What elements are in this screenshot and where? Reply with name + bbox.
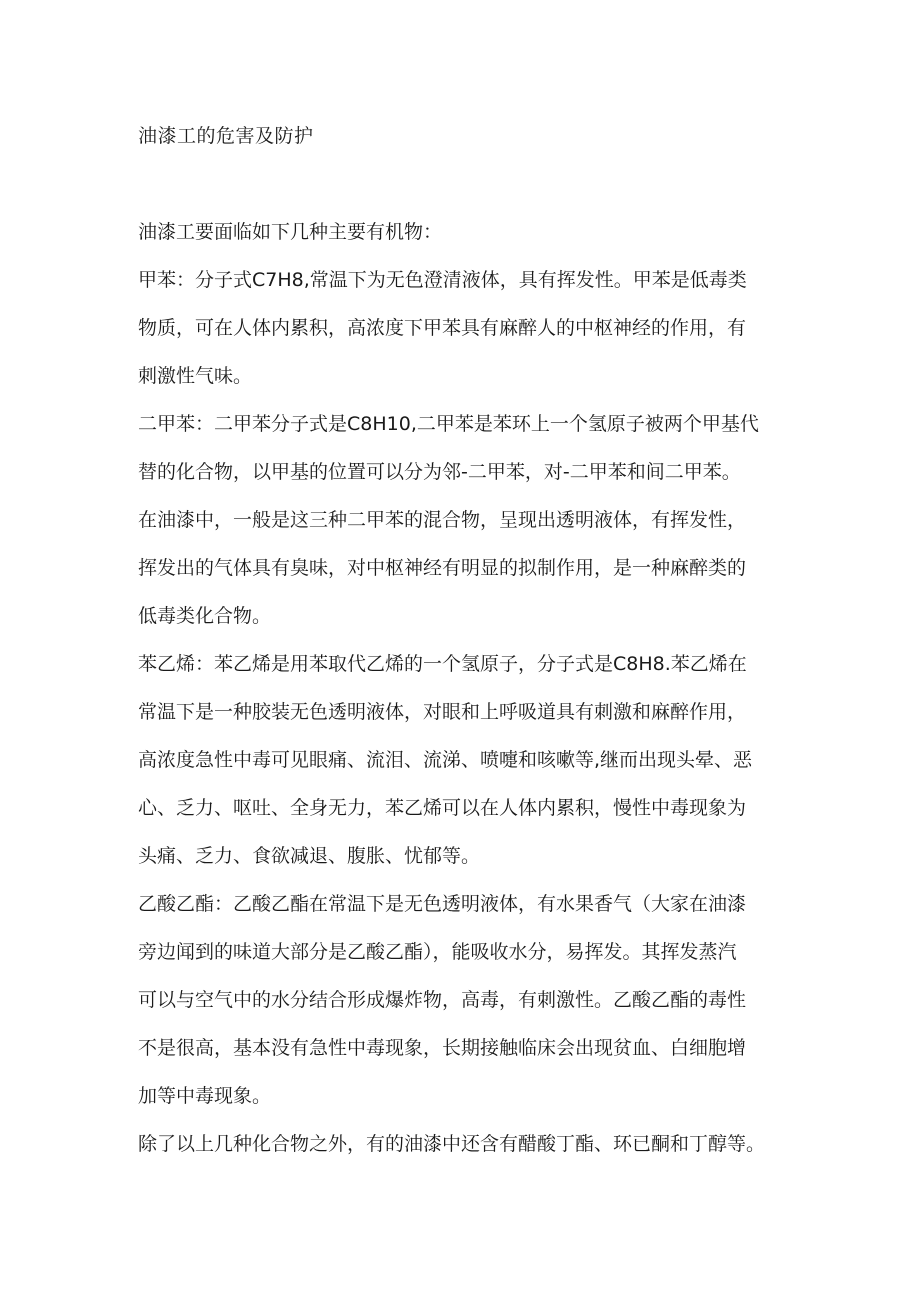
text-line: 物质，可在人体内累积，高浓度下甲苯具有麻醉人的中枢神经的作用，有 xyxy=(138,317,747,339)
text-line: 低毒类化合物。 xyxy=(138,605,272,627)
text-line: 旁边闻到的味道大部分是乙酸乙酯），能吸收水分，易挥发。其挥发蒸汽 xyxy=(138,941,737,963)
text-line: 乙酸乙酯：乙酸乙酯在常温下是无色透明液体，有水果香气（大家在油漆 xyxy=(138,893,747,915)
text-line: 苯乙烯：苯乙烯是用苯取代乙烯的一个氢原子，分子式是C8H8.苯乙烯在 xyxy=(138,653,747,675)
styrene-paragraph xyxy=(138,640,798,880)
text-line: 刺激性气味。 xyxy=(138,365,253,387)
text-line: 在油漆中，一般是这三种二甲苯的混合物，呈现出透明液体，有挥发性， xyxy=(138,509,747,531)
text-line: 常温下是一种胶装无色透明液体，对眼和上呼吸道具有刺激和麻醉作用， xyxy=(138,701,747,723)
text-line: 头痛、乏力、食欲减退、腹胀、忧郁等。 xyxy=(138,845,481,867)
text-line: 不是很高，基本没有急性中毒现象，长期接触临床会出现贫血、白细胞增 xyxy=(138,1037,747,1059)
closing-paragraph xyxy=(138,1120,798,1168)
text-line: 高浓度急性中毒可见眼痛、流泪、流涕、喷嚏和咳嗽等,继而出现头晕、恶 xyxy=(138,749,753,771)
text-line: 心、乏力、呕吐、全身无力，苯乙烯可以在人体内累积，慢性中毒现象为 xyxy=(138,797,747,819)
text-line: 可以与空气中的水分结合形成爆炸物，高毒，有刺激性。乙酸乙酯的毒性 xyxy=(138,989,747,1011)
xylene-paragraph xyxy=(138,400,798,640)
text-line: 挥发出的气体具有臭味，对中枢神经有明显的拟制作用，是一种麻醉类的 xyxy=(138,557,747,579)
intro-paragraph xyxy=(138,208,798,256)
document-body xyxy=(138,208,798,1168)
toluene-paragraph xyxy=(138,256,798,400)
text-line: 二甲苯：二甲苯分子式是C8H10,二甲苯是苯环上一个氢原子被两个甲基代 xyxy=(138,413,759,435)
text-line: 替的化合物，以甲基的位置可以分为邻-二甲苯，对-二甲苯和间二甲苯。 xyxy=(138,461,741,483)
text-line: 加等中毒现象。 xyxy=(138,1085,272,1107)
document-title: 油漆工的危害及防护 xyxy=(138,125,314,147)
text-line: 甲苯：分子式C7H8,常温下为无色澄清液体，具有挥发性。甲苯是低毒类 xyxy=(138,269,747,291)
ethyl-acetate-paragraph xyxy=(138,880,798,1120)
text-line: 油漆工要面临如下几种主要有机物： xyxy=(138,221,443,243)
text-line: 除了以上几种化合物之外，有的油漆中还含有醋酸丁酯、环已酮和丁醇等。 xyxy=(138,1133,766,1155)
